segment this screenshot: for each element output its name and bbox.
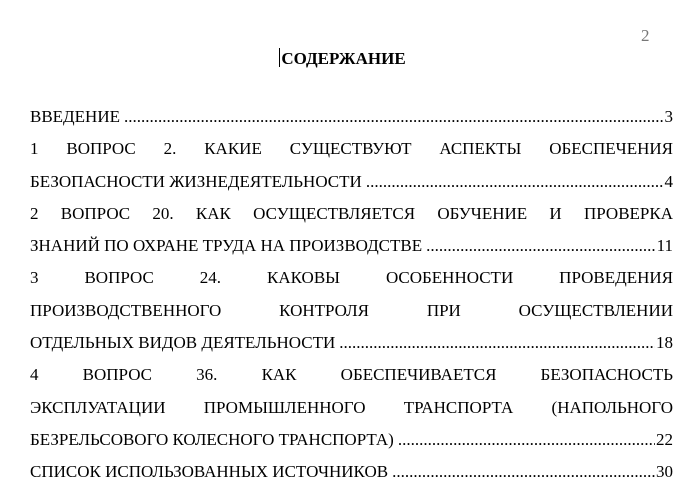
- dot-leader: [398, 424, 655, 456]
- page-number: 2: [641, 26, 650, 45]
- toc-entry-line: 2 ВОПРОС 20. КАК ОСУЩЕСТВЛЯЕТСЯ ОБУЧЕНИЕ И ПРОВЕРКА: [30, 203, 673, 223]
- dot-leader: [124, 101, 664, 133]
- toc-page-number: 4: [664, 171, 673, 191]
- toc-page-number: 18: [656, 333, 673, 353]
- toc-entry-last-line: [30, 230, 673, 262]
- toc-entry-line: ПРОИЗВОДСТВЕННОГО КОНТРОЛЯ ПРИ ОСУЩЕСТВЛЕНИИ: [30, 300, 673, 320]
- toc-page-number: 11: [656, 236, 673, 256]
- toc-entry-intro[interactable]: [30, 101, 673, 133]
- toc-entry-last-line: [30, 424, 673, 456]
- toc-entry-line: 4 ВОПРОС 36. КАК ОБЕСПЕЧИВАЕТСЯ БЕЗОПАСНОСТЬ: [30, 365, 673, 385]
- toc-entry-question-4[interactable]: [30, 359, 673, 456]
- toc-page-number: 22: [656, 429, 673, 449]
- toc-entry-last-line: [30, 166, 673, 198]
- title-text: СОДЕРЖАНИЕ: [281, 49, 406, 68]
- toc-entry-text: БЕЗОПАСНОСТИ ЖИЗНЕДЕЯТЕЛЬНОСТИ: [30, 171, 362, 191]
- toc-entry-line: 3 ВОПРОС 24. КАКОВЫ ОСОБЕННОСТИ ПРОВЕДЕНИЯ: [30, 268, 673, 288]
- toc-entry-text: ВВЕДЕНИЕ: [30, 107, 120, 126]
- toc-page-number: 3: [664, 107, 673, 126]
- dot-leader: [339, 327, 655, 359]
- toc-entry-last-line: [30, 327, 673, 359]
- toc-entry-question-1[interactable]: [30, 133, 673, 198]
- toc-entry-text: ЗНАНИЙ ПО ОХРАНЕ ТРУДА НА ПРОИЗВОДСТВЕ: [30, 236, 423, 256]
- toc-entry-question-2[interactable]: [30, 198, 673, 263]
- dot-leader: [366, 166, 664, 198]
- toc-entry-line: ЭКСПЛУАТАЦИИ ПРОМЫШЛЕННОГО ТРАНСПОРТА (НАПОЛЬНОГО: [30, 397, 673, 417]
- document-title: [0, 48, 685, 69]
- toc-entry-line: 1 ВОПРОС 2. КАКИЕ СУЩЕСТВУЮТ АСПЕКТЫ ОБЕСПЕЧЕНИЯ: [30, 139, 673, 159]
- toc-entry-text: ОТДЕЛЬНЫХ ВИДОВ ДЕЯТЕЛЬНОСТИ: [30, 333, 336, 353]
- dot-leader: [426, 230, 655, 262]
- toc-entry-text: БЕЗРЕЛЬСОВОГО КОЛЕСНОГО ТРАНСПОРТА): [30, 429, 394, 449]
- toc-entry-text: СПИСОК ИСПОЛЬЗОВАННЫХ ИСТОЧНИКОВ: [30, 462, 389, 482]
- table-of-contents: [30, 101, 673, 489]
- toc-page-number: 30: [656, 462, 673, 482]
- toc-entry-question-3[interactable]: [30, 262, 673, 359]
